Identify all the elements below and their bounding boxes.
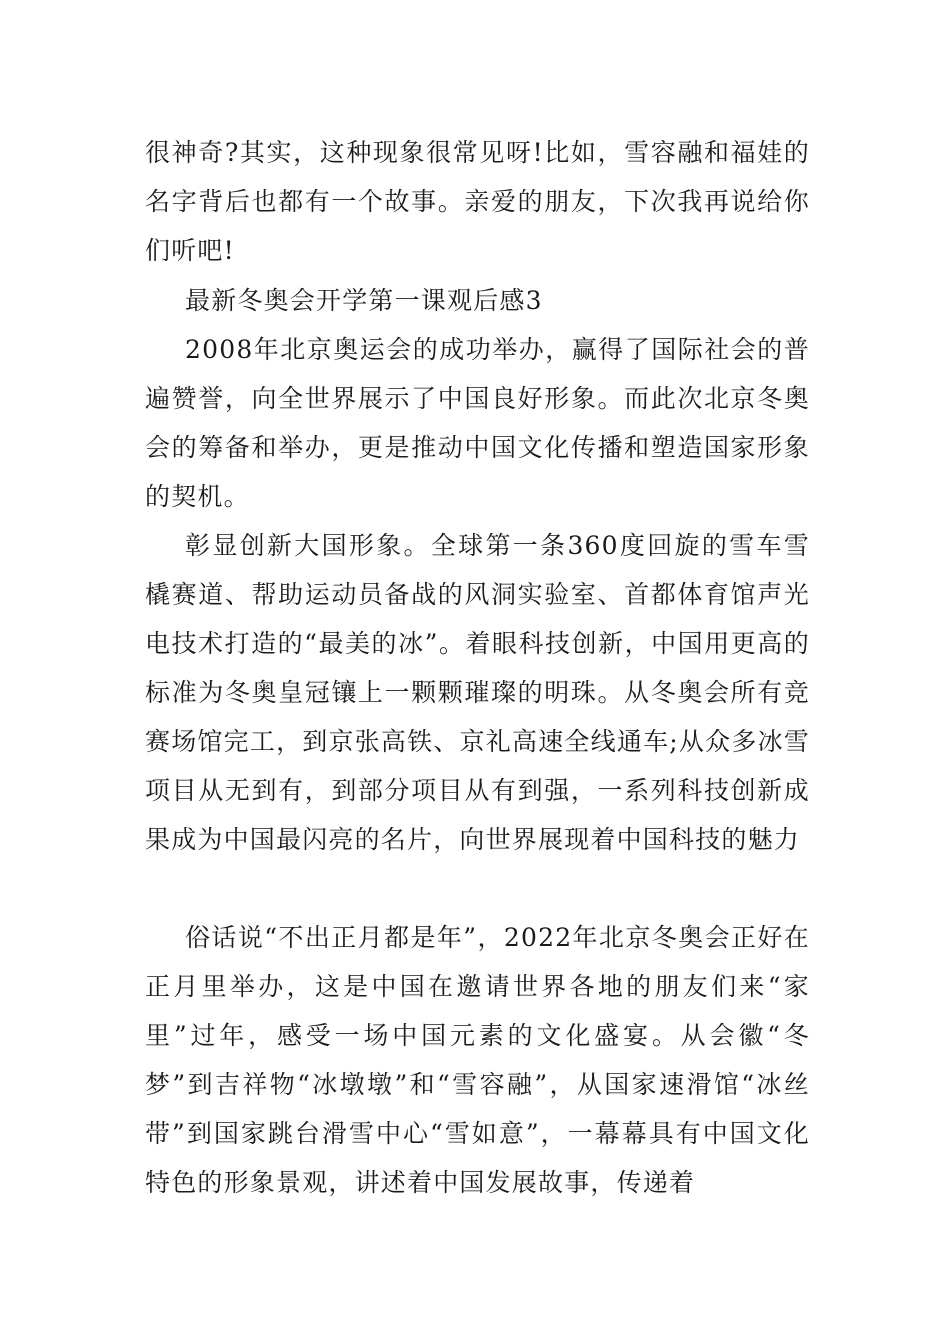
paragraph-innovation: 彰显创新大国形象。全球第一条360度回旋的雪车雪橇赛道、帮助运动员备战的风洞实验室、首都体育馆声光电技术打造的“最美的冰”。着眼科技创新，中国用更高的标准为冬奥皇冠镶上一颗颗璀璨的明珠。从冬奥会所有竞赛场馆完工，到京张高铁、京礼高速全线通车;从众多冰雪项目从无到有，到部分项目从有到强，一系列科技创新成果成为中国最闪亮的名片，向世界展现着中国科技的魅力	[145, 531, 810, 854]
continuation-text-block	[145, 128, 810, 275]
paragraph-spacer	[145, 864, 810, 913]
paragraph-chinese-culture: 俗话说“不出正月都是年”，2022年北京冬奥会正好在正月里举办，这是中国在邀请世界各地的朋友们来“家里”过年，感受一场中国元素的文化盛宴。从会徽“冬梦”到吉祥物“冰墩墩”和“雪容融”，从国家速滑馆“冰丝带”到国家跳台滑雪中心“雪如意”，一幕幕具有中国文化特色的形象景观，讲述着中国发展故事，传递着	[145, 923, 810, 1197]
section-heading: 最新冬奥会开学第一课观后感3	[185, 286, 543, 315]
essay-text-block	[145, 276, 810, 1207]
paragraph-olympics-2008: 2008年北京奥运会的成功举办，赢得了国际社会的普遍赞誉，向全世界展示了中国良好形象。而此次北京冬奥会的筹备和举办，更是推动中国文化传播和塑造国家形象的契机。	[145, 335, 810, 511]
continuation-paragraph: 很神奇?其实，这种现象很常见呀!比如，雪容融和福娃的名字背后也都有一个故事。亲爱的朋友，下次我再说给你们听吧!	[145, 138, 810, 265]
